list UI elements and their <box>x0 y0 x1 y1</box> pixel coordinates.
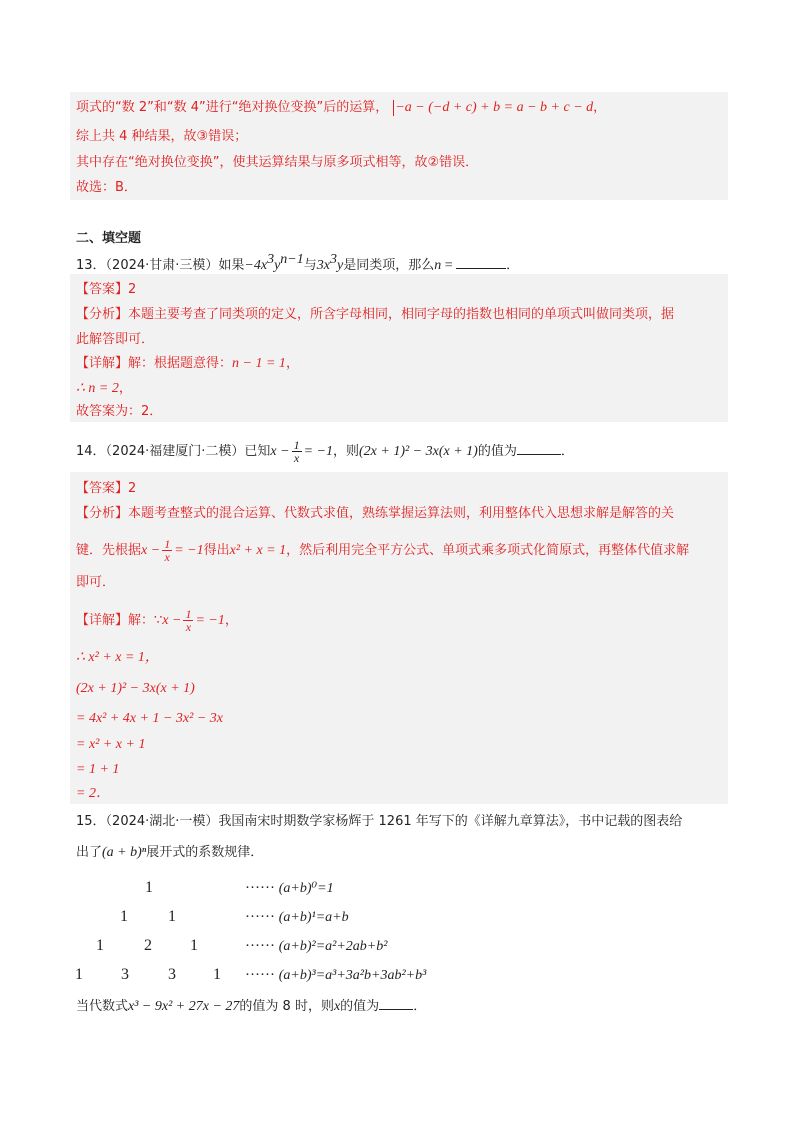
frac-den: x <box>293 451 300 465</box>
q15-text: 当代数式 <box>76 999 129 1014</box>
triangle-expansion-row-0 <box>245 880 334 897</box>
q14-cond-right: = −1 <box>303 444 333 459</box>
question-15-ask <box>76 996 426 1018</box>
expansion-formula: (a+b)²=a²+2ab+b² <box>278 939 388 954</box>
expansion-formula: (a+b)³=a³+3a²b+3ab²+b³ <box>278 968 427 983</box>
question-15-stem-line1: 15．（2024·湖北·一模）我国南宋时期数学家杨辉于 1261 年写下的《详解九章算法》，书中记载的图表给 <box>76 814 683 829</box>
q15-var: x <box>333 999 341 1014</box>
q15-answer-blank[interactable] <box>379 997 413 1010</box>
q14-answer-blank[interactable] <box>517 442 561 455</box>
triangle-coefficient: 3 <box>121 966 129 983</box>
question-14-stem <box>76 439 574 464</box>
q14-end: ． <box>560 444 574 459</box>
analysis-label: 【分析】 <box>76 506 129 521</box>
q14-fraction <box>292 439 302 464</box>
solution-formula: −a − (−d + c) + b = a − b + c − d <box>395 100 594 115</box>
solution-line: 故选：B． <box>76 180 137 195</box>
triangle-expansion-row-1 <box>245 909 349 926</box>
q14-answer <box>76 478 136 500</box>
q13-eq: = <box>441 258 457 273</box>
q13-term1-y: y <box>274 258 281 273</box>
ellipsis: ······ <box>245 880 275 896</box>
q14-step4: = x² + x + 1 <box>76 737 146 752</box>
detail-fraction <box>183 608 193 633</box>
solution-text: 项式的“数 2”和“数 4”进行“绝对换位变换”后的运算， <box>76 100 389 115</box>
analysis-text: 本题考查整式的混合运算、代数式求值，熟练掌握运算法则，利用整体代入思想求解是解答的关 <box>128 506 675 521</box>
triangle-coefficient: 1 <box>213 966 221 983</box>
q13-step1 <box>76 378 132 400</box>
analysis-text: 本题主要考查了同类项的定义，所含字母相同，相同字母的指数也相同的单项式叫做同类项，据 <box>128 307 675 322</box>
q14-step3: = 4x² + 4x + 1 − 3x² − 3x <box>76 711 223 726</box>
q13-analysis-line2: 此解答即可． <box>76 332 155 347</box>
q14-step6: = 2． <box>76 786 110 801</box>
q13-end: ． <box>506 258 520 273</box>
analysis-text: 键．先根据 <box>76 543 142 558</box>
solution-punct: ， <box>593 100 607 115</box>
q13-conclusion: 故答案为：2． <box>76 404 163 419</box>
q15-text: 出了 <box>76 845 103 860</box>
analysis-formula: x² + x = 1 <box>229 543 287 558</box>
detail-text: 解：∵ <box>128 613 163 628</box>
q15-text: 的值为 8 时，则 <box>239 999 334 1014</box>
detail-punct: ， <box>224 613 238 628</box>
q13-term2: 3x <box>316 258 330 273</box>
q15-end: ． <box>413 999 427 1014</box>
analysis-cond-left: x − <box>141 543 161 558</box>
q14-expr: (2x + 1)² − 3x(x + 1) <box>359 444 478 459</box>
frac-num: 1 <box>293 438 300 452</box>
expansion-formula: (a+b)¹=a+b <box>278 910 349 925</box>
triangle-coefficient: 1 <box>75 966 83 983</box>
q15-text: 的值为 <box>340 999 380 1014</box>
q14-prefix: 14．（2024·福建厦门·二模）已知 <box>76 444 271 459</box>
analysis-fraction <box>162 538 172 563</box>
q13-answer <box>76 279 136 301</box>
q14-detail <box>76 608 238 633</box>
expansion-formula: (a+b)⁰=1 <box>278 881 334 896</box>
q13-analysis-line1 <box>76 304 674 326</box>
q14-cond-left: x − <box>270 444 290 459</box>
q15-formula: (a + b)ⁿ <box>102 845 147 860</box>
question-13-stem <box>76 249 519 277</box>
q13-mid: 与 <box>303 258 317 273</box>
triangle-coefficient: 2 <box>144 937 152 954</box>
detail-cond-right: = −1 <box>195 613 225 628</box>
triangle-coefficient: 1 <box>96 937 104 954</box>
q15-formula: x³ − 9x² + 27x − 27 <box>128 999 240 1014</box>
frac-num: 1 <box>164 537 171 551</box>
ellipsis: ······ <box>245 938 275 954</box>
q14-mid: ，则 <box>332 444 359 459</box>
step-formula: ∴ n = 2 <box>76 381 119 396</box>
q13-term1-yexp: n−1 <box>280 252 304 267</box>
triangle-coefficient: 1 <box>145 879 153 896</box>
q14-analysis-line3: 即可． <box>76 575 116 590</box>
answer-label: 【答案】 <box>76 282 129 297</box>
frac-den: x <box>164 550 170 564</box>
q14-analysis-line2 <box>76 538 689 563</box>
frac-den: x <box>185 620 192 634</box>
q14-step2: (2x + 1)² − 3x(x + 1) <box>76 681 195 696</box>
solution-line: 其中存在“绝对换位变换”，使其运算结果与原多项式相等，故②错误． <box>76 155 479 170</box>
triangle-coefficient: 1 <box>168 908 176 925</box>
ellipsis: ······ <box>245 967 275 983</box>
section-title: 二、填空题 <box>76 231 142 246</box>
answer-label: 【答案】 <box>76 481 129 496</box>
q13-term1: −4x <box>244 258 268 273</box>
detail-label: 【详解】 <box>76 356 129 371</box>
q13-detail <box>76 353 299 375</box>
q13-suffix: 是同类项，那么 <box>343 258 435 273</box>
q13-term2-exp: 3 <box>329 252 337 267</box>
analysis-text: 得出 <box>203 543 230 558</box>
triangle-coefficient: 3 <box>168 966 176 983</box>
analysis-cond-right: = −1 <box>174 543 204 558</box>
detail-cond-left: x − <box>162 613 182 628</box>
step-punct: ， <box>118 381 132 396</box>
answer-value: 2 <box>128 481 137 496</box>
q13-term2-y: y <box>336 258 344 273</box>
answer-value: 2 <box>128 282 137 297</box>
detail-text: 解：根据题意得： <box>128 356 233 371</box>
q14-step5: = 1 + 1 <box>76 762 120 777</box>
solution-line: 综上共 4 种结果，故③错误； <box>76 129 248 144</box>
frac-num: 1 <box>185 607 192 621</box>
triangle-coefficient: 1 <box>190 937 198 954</box>
q13-term1-exp: 3 <box>267 252 275 267</box>
triangle-coefficient: 1 <box>120 908 128 925</box>
q13-prefix: 13．（2024·甘肃·三模）如果 <box>76 258 245 273</box>
solution-line <box>76 97 606 119</box>
detail-punct: ， <box>285 356 299 371</box>
analysis-text: ，然后利用完全平方公式、单项式乘多项式化简原式，再整体代值求解 <box>286 543 690 558</box>
q15-text: 展开式的系数规律． <box>146 845 264 860</box>
q13-answer-blank[interactable] <box>456 256 506 269</box>
question-15-stem-line2 <box>76 842 263 864</box>
answer-panel-13 <box>70 274 728 422</box>
q14-suffix: 的值为 <box>477 444 517 459</box>
detail-formula: n − 1 = 1 <box>232 356 286 371</box>
q14-step1: ∴ x² + x = 1， <box>76 650 159 665</box>
ellipsis: ······ <box>245 909 275 925</box>
q13-var: n <box>434 258 442 273</box>
triangle-expansion-row-3 <box>245 967 426 984</box>
q14-analysis-line1 <box>76 503 674 525</box>
detail-label: 【详解】 <box>76 613 129 628</box>
analysis-label: 【分析】 <box>76 307 129 322</box>
triangle-expansion-row-2 <box>245 938 387 955</box>
